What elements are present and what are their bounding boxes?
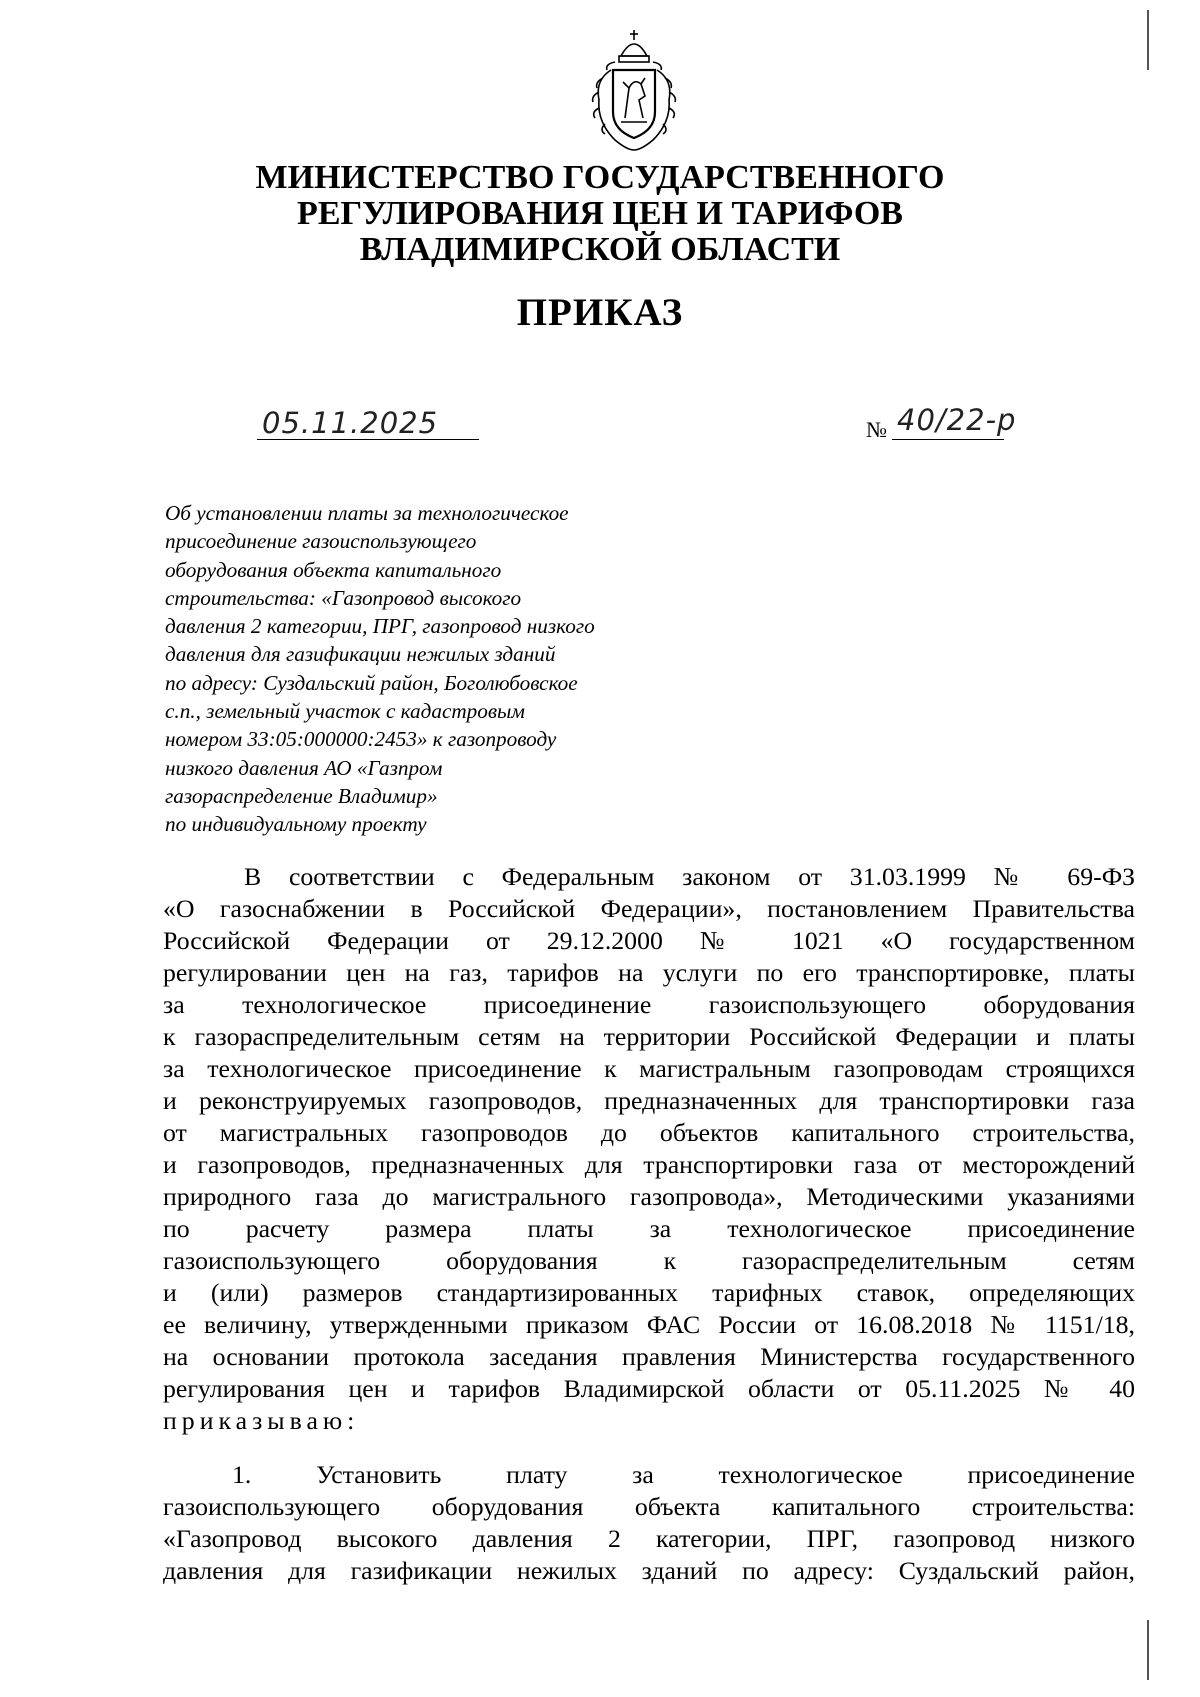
body-line: Российской Федерации от 29.12.2000 № 1021 «О государственном	[163, 926, 1135, 955]
body-line: регулировании цен на газ, тарифов на услуги по его транспортировке, платы	[163, 958, 1135, 987]
subject-line: по адресу: Суздальский район, Боголюбовское	[165, 670, 578, 695]
body-line: ее величину, утвержденными приказом ФАС России от 16.08.2018 № 1151/18,	[163, 1310, 1135, 1339]
body-line: газоиспользующего оборудования к газораспределительным сетям	[163, 1246, 1135, 1275]
order-date: 05.11.2025	[262, 406, 439, 440]
subject-line: строительства: «Газопровод высокого	[165, 585, 522, 610]
subject-line: по индивидуальному проекту	[165, 812, 427, 837]
body-line: и (или) размеров стандартизированных тарифных ставок, определяющих	[163, 1278, 1135, 1307]
subject-line: давления 2 категории, ПРГ, газопровод низкого	[165, 614, 595, 639]
body-line: «О газоснабжении в Российской Федерации», постановлением Правительства	[163, 894, 1135, 923]
scan-edge-mark	[1147, 1620, 1149, 1680]
body-line: на основании протокола заседания правления Министерства государственного	[163, 1342, 1135, 1371]
document-type-title: ПРИКАЗ	[516, 291, 684, 334]
subject-line: газораспределение Владимир»	[165, 783, 438, 808]
order-subject	[165, 499, 685, 839]
date-underline	[257, 439, 479, 440]
subject-line: низкого давления АО «Газпром	[165, 755, 443, 780]
subject-line: присоединение газоиспользующего	[165, 529, 477, 554]
order-number: 40/22-р	[897, 403, 1017, 437]
item-1-line: давления для газификации нежилых зданий по адресу: Суздальский район,	[163, 1556, 1135, 1585]
body-line: к газораспределительным сетям на территории Российской Федерации и платы	[163, 1022, 1135, 1051]
body-line: и газопроводов, предназначенных для транспортировки газа от месторождений	[163, 1150, 1135, 1179]
ministry-name-line-3: ВЛАДИМИРСКОЙ ОБЛАСТИ	[359, 231, 841, 268]
number-sign: №	[866, 417, 887, 442]
body-line: от магистральных газопроводов до объектов капитального строительства,	[163, 1118, 1135, 1147]
number-underline	[892, 439, 1004, 440]
subject-line: с.п., земельный участок с кадастровым	[165, 699, 525, 724]
body-line: за технологическое присоединение к магистральным газопроводам строящихся	[163, 1054, 1135, 1083]
body-line: и реконструируемых газопроводов, предназначенных для транспортировки газа	[163, 1086, 1135, 1115]
subject-line: Об установлении платы за технологическое	[165, 501, 569, 525]
body-line: регулирования цен и тарифов Владимирской области от 05.11.2025 № 40	[163, 1374, 1135, 1403]
coat-of-arms-icon	[585, 26, 683, 156]
order-word: приказываю:	[163, 1406, 360, 1435]
body-line: за технологическое присоединение газоиспользующего оборудования	[163, 990, 1135, 1019]
body-line: В соответствии с Федеральным законом от 31.03.1999 № 69-ФЗ	[244, 862, 1135, 891]
body-line: природного газа до магистрального газопровода», Методическими указаниями	[163, 1182, 1135, 1211]
subject-line: давления для газификации нежилых зданий	[165, 642, 556, 667]
item-1-line: 1. Установить плату за технологическое присоединение	[232, 1460, 1135, 1489]
item-1-line: газоиспользующего оборудования объекта капитального строительства:	[163, 1492, 1135, 1521]
subject-line: номером 33:05:000000:2453» к газопроводу	[165, 727, 557, 752]
subject-line: оборудования объекта капитального	[165, 557, 502, 582]
scan-edge-mark	[1147, 10, 1149, 70]
item-1-line: «Газопровод высокого давления 2 категории, ПРГ, газопровод низкого	[163, 1524, 1135, 1553]
body-line: по расчету размера платы за технологическое присоединение	[163, 1214, 1135, 1243]
coat-of-arms-emblem	[585, 26, 683, 156]
ministry-name-line-2: РЕГУЛИРОВАНИЯ ЦЕН И ТАРИФОВ	[297, 195, 903, 232]
ministry-name-line-1: МИНИСТЕРСТВО ГОСУДАРСТВЕННОГО	[255, 159, 945, 196]
